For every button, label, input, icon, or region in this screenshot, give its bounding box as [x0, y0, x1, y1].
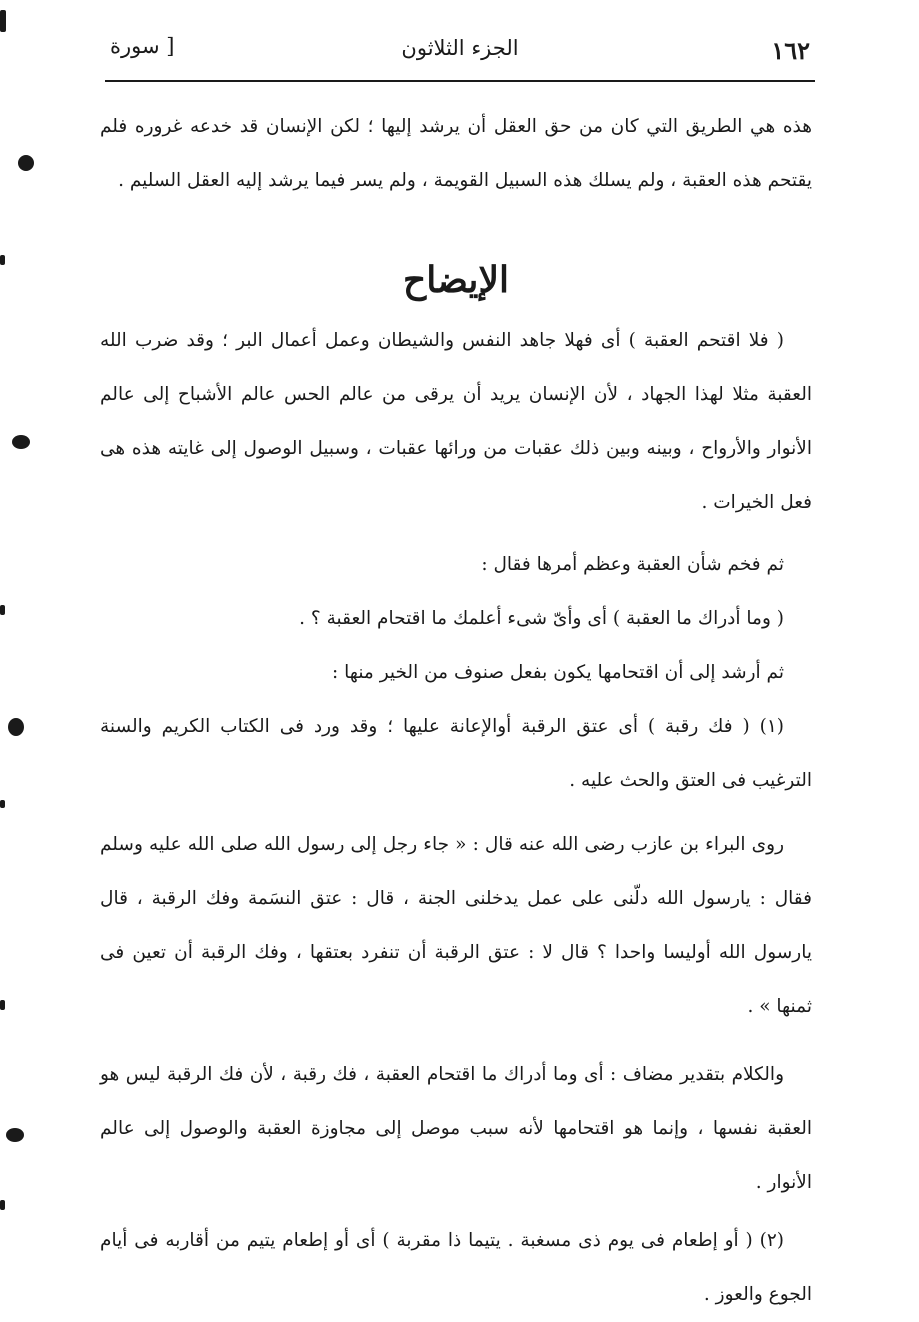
- surah-label: [ سورة: [110, 34, 175, 58]
- scan-spot: [0, 255, 5, 265]
- paragraph-5: (١) ( فك رقبة ) أى عتق الرقبة أوالإعانة عليها ؛ وقد ورد فى الكتاب الكريم والسنة الترغيب فى العتق والحث عليه .: [100, 716, 812, 791]
- paragraph-2: ثم فخم شأن العقبة وعظم أمرها فقال :: [481, 554, 784, 575]
- scan-spot: [0, 1200, 5, 1210]
- explanation-block: [100, 314, 812, 1322]
- scan-spot: [0, 605, 5, 615]
- paragraph-7: والكلام بتقدير مضاف : أى وما أدراك ما اقتحام العقبة ، فك رقبة ، لأن فك الرقبة ليس هو العقبة نفسها ، وإنما هو اقتحامها لأنه سبب موصل إلى مجاوزة العقبة والوصول إلى عالم الأنوار .: [100, 1064, 812, 1193]
- scan-spot: [18, 155, 34, 171]
- paragraph-3: ( وما أدراك ما العقبة ) أى وأىّ شىء أعلمك ما اقتحام العقبة ؟ .: [299, 608, 784, 629]
- part-title: الجزء الثلاثون: [401, 36, 519, 60]
- paragraph-1: ( فلا اقتحم العقبة ) أى فهلا جاهد النفس والشيطان وعمل أعمال البر ؛ وقد ضرب الله العقبة مثلا لهذا الجهاد ، لأن الإنسان يريد أن يرقى من عالم الحس عالم الأشباح إلى عالم الأنوار والأرواح ، وبينه وبين ذلك عقبات من ورائها عقبات ، وسبيل الوصول إلى غايته هذه هى فعل الخيرات .: [100, 330, 812, 513]
- scan-spot: [0, 1000, 5, 1010]
- paragraph-6: روى البراء بن عازب رضى الله عنه قال : « جاء رجل إلى رسول الله صلى الله عليه وسلم فقال : يارسول الله دلّنى على عمل يدخلنى الجنة ، قال : عتق النسَمة وفك الرقبة ، قال يارسول الله أوليسا واحدا ؟ قال لا : عتق الرقبة أن تنفرد بعتقها ، وفك الرقبة أن تعين فى ثمنها » .: [100, 834, 812, 1017]
- scan-spot: [6, 1128, 24, 1142]
- section-heading: الإيضاح: [403, 259, 509, 301]
- scan-spot: [12, 435, 30, 449]
- scan-spot: [8, 718, 24, 736]
- paragraph-8: (٢) ( أو إطعام فى يوم ذى مسغبة . يتيما ذا مقربة ) أى أو إطعام يتيم من أقاربه فى أيام الجوع والعوز .: [100, 1230, 812, 1305]
- intro-block: [100, 100, 812, 208]
- header-divider: [105, 80, 815, 82]
- page-header: [110, 30, 810, 78]
- page-number: ١٦٢: [771, 36, 810, 65]
- scan-spot: [0, 10, 6, 32]
- scan-spot: [0, 800, 5, 808]
- intro-paragraph: هذه هي الطريق التي كان من حق العقل أن يرشد إليها ؛ لكن الإنسان قد خدعه غروره فلم يقتحم هذه العقبة ، ولم يسلك هذه السبيل القويمة ، ولم يسر فيما يرشد إليه العقل السليم .: [100, 116, 812, 191]
- paragraph-4: ثم أرشد إلى أن اقتحامها يكون بفعل صنوف من الخير منها :: [332, 662, 784, 683]
